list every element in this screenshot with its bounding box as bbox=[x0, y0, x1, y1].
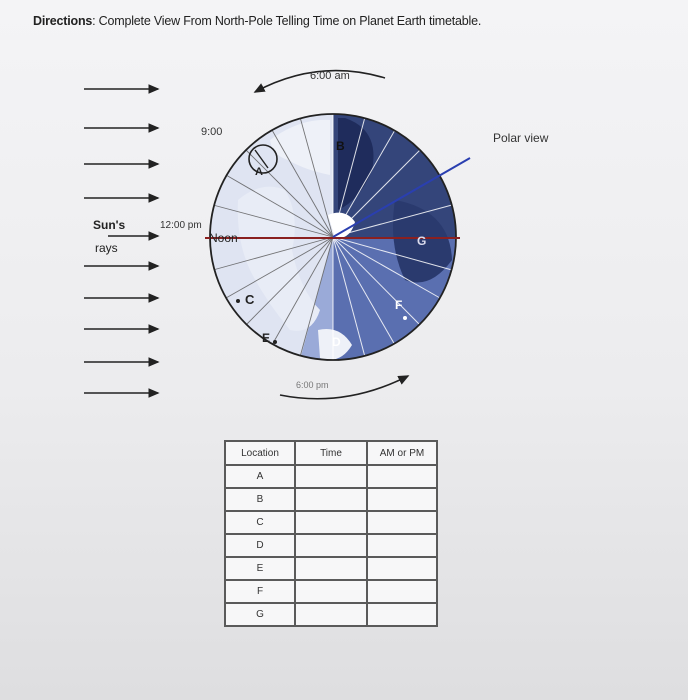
rays-label: rays bbox=[95, 241, 118, 255]
location-cell: G bbox=[225, 603, 295, 626]
point-d-label: D bbox=[332, 335, 341, 349]
point-f-label: F bbox=[395, 298, 403, 312]
time-6am-label: 6:00 am bbox=[310, 70, 350, 82]
location-cell: D bbox=[225, 534, 295, 557]
polar-view-label: Polar view bbox=[493, 131, 549, 145]
location-cell: B bbox=[225, 488, 295, 511]
time-cell[interactable] bbox=[295, 465, 367, 488]
table-row bbox=[225, 603, 437, 626]
time-6pm-label: 6:00 pm bbox=[296, 380, 329, 390]
directions-body: : Complete View From North-Pole Telling Time on Planet Earth timetable. bbox=[92, 14, 482, 28]
directions-prefix: Directions bbox=[33, 14, 93, 28]
time-cell[interactable] bbox=[295, 488, 367, 511]
am-pm-cell[interactable] bbox=[367, 603, 437, 626]
location-cell: E bbox=[225, 557, 295, 580]
am-pm-cell[interactable] bbox=[367, 534, 437, 557]
point-e-label: E bbox=[262, 331, 271, 345]
point-e-dot bbox=[273, 340, 277, 344]
location-cell: C bbox=[225, 511, 295, 534]
table-row bbox=[225, 534, 437, 557]
time-cell[interactable] bbox=[295, 557, 367, 580]
time-cell[interactable] bbox=[295, 511, 367, 534]
table-row bbox=[225, 557, 437, 580]
point-b-label: B bbox=[336, 139, 345, 153]
am-pm-cell[interactable] bbox=[367, 511, 437, 534]
table-row bbox=[225, 465, 437, 488]
table-row bbox=[225, 511, 437, 534]
am-pm-cell[interactable] bbox=[367, 488, 437, 511]
point-c-dot bbox=[236, 299, 240, 303]
am-pm-cell[interactable] bbox=[367, 465, 437, 488]
header-time: Time bbox=[295, 441, 367, 465]
time-9-label: 9:00 bbox=[201, 126, 223, 138]
table-row bbox=[225, 580, 437, 603]
earth-disk bbox=[200, 110, 470, 370]
noon-label: Noon bbox=[209, 231, 238, 245]
am-pm-cell[interactable] bbox=[367, 580, 437, 603]
time-cell[interactable] bbox=[295, 603, 367, 626]
suns-label: Sun's bbox=[93, 218, 126, 232]
header-location: Location bbox=[225, 441, 295, 465]
point-a-label: A bbox=[255, 166, 263, 178]
table-row bbox=[225, 488, 437, 511]
am-pm-cell[interactable] bbox=[367, 557, 437, 580]
timetable bbox=[224, 440, 438, 627]
point-g-label: G bbox=[417, 234, 427, 248]
time-12pm-label: 12:00 pm bbox=[160, 220, 202, 231]
location-cell: F bbox=[225, 580, 295, 603]
location-cell: A bbox=[225, 465, 295, 488]
point-c-label: C bbox=[245, 292, 255, 307]
time-cell[interactable] bbox=[295, 534, 367, 557]
point-f-dot bbox=[403, 316, 407, 320]
time-cell[interactable] bbox=[295, 580, 367, 603]
header-am-pm: AM or PM bbox=[367, 441, 437, 465]
table-header-row bbox=[225, 441, 437, 465]
